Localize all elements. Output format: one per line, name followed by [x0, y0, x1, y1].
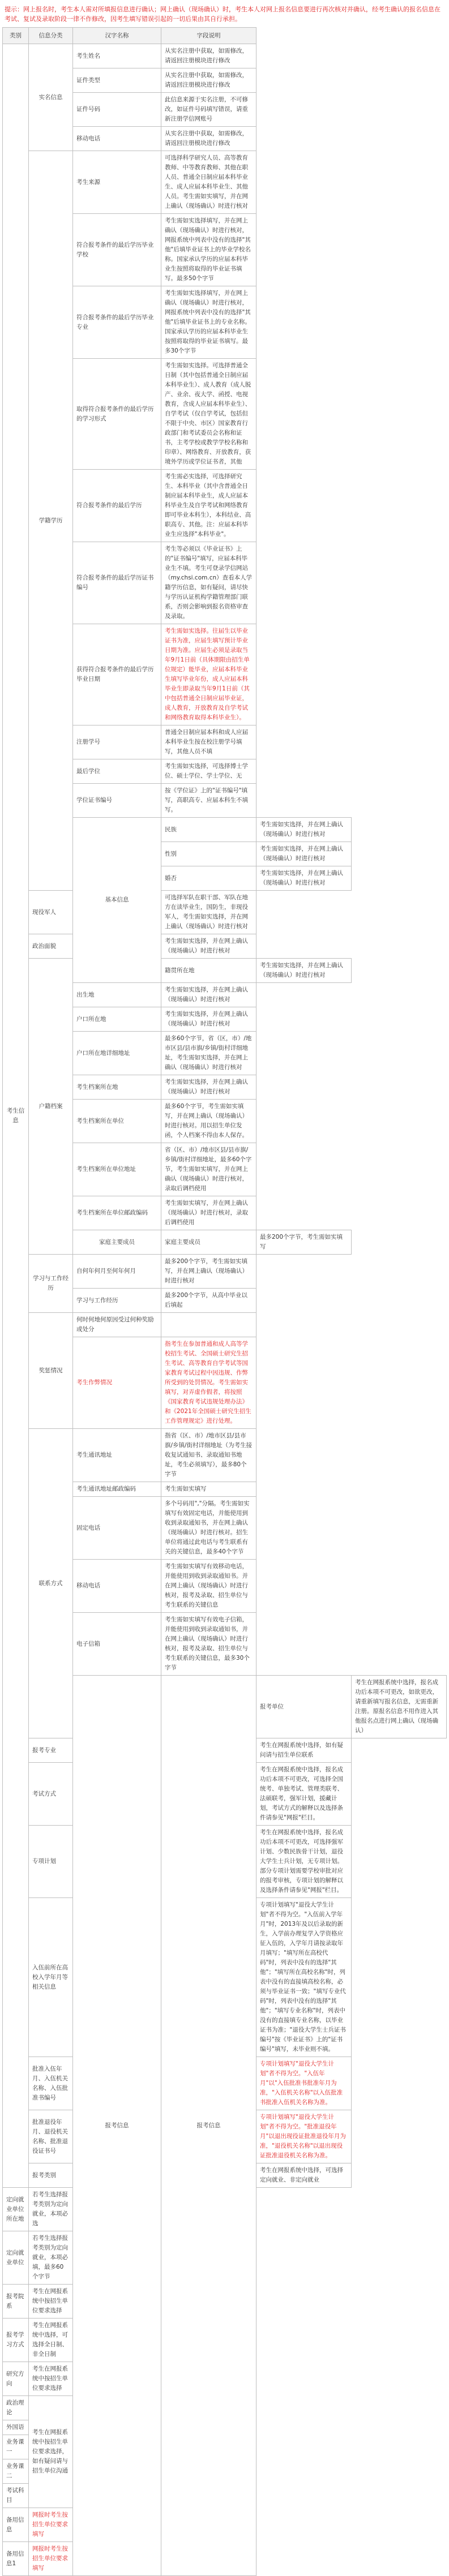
field-description-cell: 从实名注册中获取，如需修改，请返回注册模块进行修改: [161, 127, 256, 151]
field-name-cell: 证件号码: [73, 93, 161, 127]
field-name-cell: 现役军人: [29, 891, 73, 934]
field-name-cell: 入伍前所在高校入学年月等相关信息: [29, 1898, 73, 2057]
field-name-cell: 符合报考条件的最后学历: [73, 470, 161, 542]
field-description-cell: 此信息来源于实名注册，不可修改，如证件号码填写错误，请重新注册学信网账号: [161, 93, 256, 127]
table-row: [3, 44, 447, 68]
column-header-field-name: 汉字名称: [73, 28, 161, 44]
field-description-cell: 网报时考生按招生单位要求填写: [29, 2508, 73, 2542]
column-header-subcategory: 信息分类: [29, 28, 73, 44]
field-description-cell: 考生在网报系统中选择，如有疑问请与招生单位联系: [256, 1738, 352, 1763]
field-name-cell: 考生姓名: [73, 44, 161, 68]
table-row: [3, 959, 447, 983]
field-name-cell: 电子信箱: [73, 1613, 161, 1676]
field-description-cell: 专项计划填写"退役大学生计划"者不得为空。"入伍前入学年月"时，2013年及以后录取的新生，入学前办理复学入学资格应征入伍的，入学年月请按录取年月填写；"填写所在高校代码"时，列表中没有的选择"其他"；"填写所在高校名称"时，列表中没有的直接填高校名称，必须与毕业证书一致；"填写专业代码"时，列表中没有的选择"其他"；"填写专业名称"时，列表中没有的直接填专业名称，以毕业证书为准；"退役大学生士兵证书编号"按《毕业证书》上的"证书编号"填写，未毕业则不填。: [256, 1898, 352, 2057]
field-name-cell: 政治面貌: [29, 934, 73, 959]
field-name-cell: 考试科目: [3, 2484, 29, 2508]
table-row: [3, 934, 447, 959]
field-name-cell: 取得符合报考条件的最后学历的学习形式: [73, 359, 161, 470]
field-description-cell: 可选择科学研究人员、高等教育教师、中等教育教师、其他在职人员、普通全日制应届本科毕业生、成人应届本科毕业生、其他人员。考生需如实填写，并在网上确认（现场确认）时进行核对: [161, 151, 256, 214]
category-cell: 报考信息: [73, 1676, 161, 2576]
field-name-cell: 考生档案所在单位: [73, 1100, 161, 1143]
field-description-cell: 考生需如实选择，可选择博士学位、硕士学位、学士学位、无: [161, 759, 256, 784]
field-name-cell: 定向就业单位所在地: [3, 2188, 29, 2231]
field-description-cell: 按《学位证》上的"证书编号"填写，高职高专、应届本科生不填写。: [161, 784, 256, 818]
field-name-cell: 符合报考条件的最后学历毕业学校: [73, 214, 161, 286]
field-description-cell: 省（区、市）/地市区县/县市旗/乡镇/街村详细地址，最多60个字节，考生需如实填写，并在网上确认（现场确认）时进行核对，录取后调档使用: [161, 1143, 256, 1196]
field-name-cell: 出生地: [73, 983, 161, 1007]
field-description-cell: 考生需如实填写有效电子信箱，并能使用到收到录取通知书，并在网上确认（现场确认）时进行核对，报考及录取、招生单位与考生联系的关键信息，最多30个字节: [161, 1613, 256, 1676]
field-name-cell: 婚否: [161, 866, 256, 891]
table-row: [3, 1313, 447, 1337]
field-description-cell: 普通全日制应届本科和成人应届本科毕业生按在校注册学号填写，其他人员不填: [161, 725, 256, 759]
field-description-cell: 考生在网报系统中选择，可选择定向就业、非定向就业: [256, 2163, 352, 2188]
subcategory-cell: 学习与工作经历: [29, 1255, 73, 1313]
field-description-cell: 考生需如实选择，并在网上确认（现场确认）时进行核对: [256, 866, 352, 891]
field-description-cell: 指省（区、市）/地市区县/县市旗/乡镇/街村详细地址（为考生接收复试通知书、录取通知书地址，考生必须填写），最多80个字节: [161, 1429, 256, 1482]
field-name-cell: 研究方向: [3, 2362, 29, 2396]
category-cell: 考生信息: [3, 44, 29, 2188]
field-name-cell: 报考类别: [29, 2163, 73, 2188]
field-description-cell: 考生等必须以《毕业证书》上的"证书编号"填写，应届本科毕业生不填。考生可登录学信网站（my.chsi.com.cn）查看本人学籍学历信息，如有疑问，请尽快与学历认证机构学籍管理部门联系，否则会影响到报名资格审查及录取。: [161, 542, 256, 624]
field-description-cell: 考生需必实选择，可选择研究生、本科毕业（其中含普通全日制应届本科毕业生，成人应届本科毕业生及自学考试和网络教育即可毕业本科生），本科结业、高职高专、其他。注：应届本科毕业生应选择"本科毕业"。: [161, 470, 256, 542]
notice-text: 提示：网上报名时，考生本人需对所填报信息进行确认；网上确认（现场确认）时，考生本人对网上报名信息要进行再次核对并确认，经考生确认的报名信息在考试、复试及录取阶段一律不作修改，因考生填写错误引起的一切后果由其自行承担。: [5, 6, 441, 23]
field-name-cell: 批准入伍年月、入伍机关名称、入伍批准书编号: [29, 2057, 73, 2110]
subcategory-cell: 联系方式: [29, 1429, 73, 1738]
field-name-cell: 报考单位: [256, 1676, 352, 1738]
field-description-cell: 考生在网报系统中选择，报名成功后本项不可更改，可选择强军计划、少数民族骨干计划，退役大学生士兵计划，无专项计划。部分专项计划需要学校审批对应的报考审核，专项计划的解释以及选择条件请参见"网报"栏目。: [256, 1826, 352, 1898]
table-row: [3, 1255, 447, 1289]
field-name-cell: 考生档案所在地: [73, 1075, 161, 1100]
field-name-cell: 学习与工作经历: [73, 1289, 161, 1313]
field-description-cell: 网报时考生按招生单位要求填写: [29, 2542, 73, 2576]
field-name-cell: 定向就业单位: [3, 2231, 29, 2285]
field-name-cell: 业务课一: [3, 2435, 29, 2459]
field-name-cell: 移动电话: [73, 127, 161, 151]
field-name-cell: 移动电话: [73, 1560, 161, 1613]
field-description-cell: 多个号码用","分隔。考生需如实填写有效固定电话，并能使用到收到录取通知书，并在网上确认（现场确认）时进行核对。招生单位将通过此电话与考生联系有关的关键信息，最多40个字节: [161, 1497, 256, 1560]
field-description-cell: 专项计划填写"退役大学生计划"者不得为空。"入伍年月"以"入伍批准书批准年月为准，"入伍机关名称"以入伍批准书批准入伍机关名称为准。: [256, 2057, 352, 2110]
field-description-cell: 可选择军队在职干部、军队在地方在读毕业生，国防生，非现役军人，考生需如实选择，并在网上确认（现场确认）时进行核对: [161, 891, 256, 934]
field-name-cell: 学位证书编号: [73, 784, 161, 818]
field-name-cell: 获得符合报考条件的最后学历毕业日期: [73, 624, 161, 725]
field-name-cell: 户口所在地详细地址: [73, 1032, 161, 1075]
field-description-cell: 从实名注册中获取，如需修改，请返回注册模块进行修改: [161, 68, 256, 93]
field-description-cell: 最多60个字节，省（区，市）/地市区县/县市旗/乡镇/街村详细地址，考生需如实选择，并在网上确认（现场确认）时进行核对: [161, 1032, 256, 1075]
subcategory-cell: 奖惩情况: [29, 1313, 73, 1429]
field-name-cell: 性别: [161, 842, 256, 866]
field-description-cell: 考生需如实选择，并在网上确认（现场确认）时进行核对: [161, 983, 256, 1007]
field-description-cell: 从实名注册中获取，如需修改，请返回注册模块进行修改: [161, 44, 256, 68]
field-name-cell: 专项计划: [29, 1826, 73, 1898]
field-name-cell: 考生档案所在单位地址: [73, 1143, 161, 1196]
field-description-cell: 考生在网报系统中选择，报名成功后本项不可更改，可选择全国统考、单独考试、管理类联考、法硕联考，强军计划，援藏计划，考试方式的解释以及选择条件请参见"网报"栏目。: [256, 1763, 352, 1826]
field-description-cell: 考生需如实填写有效移动电话，并能使用到收到录取通知书。并在网上确认（现场确认）时进行核对，报考及录取、招生单位与考生联系的关键信息: [161, 1560, 256, 1613]
field-name-cell: 注册学号: [73, 725, 161, 759]
field-name-cell: 业务课二: [3, 2459, 29, 2484]
field-name-cell: 考试方式: [29, 1763, 73, 1826]
field-description-cell: 考生在网报系统中选择，报名成功后本项不可更改，如欲更改，请重新填写报名信息，无需重新注册。原报名信息不用作进入其他报名点进行网上确认（现场确认）: [352, 1676, 447, 1738]
table-body: [3, 44, 447, 2576]
field-name-cell: 批准退役年月、退役机关名称、批准退役证书号: [29, 2110, 73, 2163]
field-description-cell: 指考生在参加普通和成人高等学校招生考试、全国硕士研究生招生考试、高等教育自学考试等国家教育考试过程中因违规、作弊所受到的处罚情况。考生需如实填写，对弄虚作假者，将按照《国家教育考试违规处理办法》和《2021年全国硕士研究生招生工作管理规定》进行处理。: [161, 1337, 256, 1429]
field-description-cell: 考生需如实选择。往届生以毕业证书为准，应届生填写预计毕业日期为准。应届生必须是录取当年9月1日前（具体期限由招生单位规定）能毕业，应届本科毕业生填写毕业年份，成人应届本科毕业生即录取当年9月1日前（其中包括普通全日制应届毕业证，成人教育，开放教育及自学考试和网络教育取得本科毕业生）。: [161, 624, 256, 725]
field-description-cell: 考生在网报系统中按招生单位要求选择，如有疑问请与招生单位沟通: [29, 2396, 73, 2508]
subcategory-cell: 报考信息: [161, 1676, 256, 2576]
field-name-cell: 考生档案所在单位邮政编码: [73, 1196, 161, 1230]
column-header-description: 字段说明: [161, 28, 256, 44]
field-description-cell: 最多60个字节，考生需如实填写，并在网上确认（现场确认）时进行核对。用以招生单位发函，个人档案不得由本人保存。: [161, 1100, 256, 1143]
field-name-cell: 符合报考条件的最后学历证书编号: [73, 542, 161, 624]
table-row: [3, 891, 447, 934]
field-description-cell: 考生在网报系统中按招生单位要求选择: [29, 2285, 73, 2319]
field-name-cell: 考生来源: [73, 151, 161, 214]
field-description-cell: 考生需如实选择填写，并在网上确认（现场确认）时进行核对，网报系统中列表中没有的选择"其他"后填毕业证书上的专业名称。国家承认学历的应届本科毕业生按照将取得的毕业证书填写。最多30个字节: [161, 286, 256, 359]
field-description-cell: 考生需如实填写，并在网上确认（现场确认）时进行核对，录取后调档使用: [161, 1196, 256, 1230]
field-name-cell: 外国语: [3, 2420, 29, 2435]
field-name-cell: 自何年何月至何年何月: [73, 1255, 161, 1289]
field-description-cell: [161, 1313, 256, 1337]
field-description-cell: 若考生选择报考类别为定向就业，本项必选: [29, 2188, 73, 2231]
field-name-cell: 家庭主要成员: [161, 1230, 256, 1255]
field-description-cell: 最多200个字节，从高中毕业以后填起: [161, 1289, 256, 1313]
field-description-cell: 专项计划填写"退役大学生计划"者不得为空。"批准退役年月"以退出现役证批准退役年月为准，"退役机关名称"以退出现役证批准退役机关名称为准。: [256, 2110, 352, 2163]
field-description-cell: 若考生选择报考类别为定向就业，本项必填，最多60个字节: [29, 2231, 73, 2285]
subcategory-cell: 基本信息: [73, 818, 161, 983]
field-description-cell: 考生在网报系统中按招生单位要求选择: [29, 2362, 73, 2396]
column-header-category: 类别: [3, 28, 29, 44]
field-description-cell: 考生需如实填写: [161, 1482, 256, 1497]
subcategory-cell: 学籍学历: [29, 151, 73, 891]
table-header: [3, 28, 447, 44]
field-description-cell: 考生需如实选择填写，并在网上确认（现场确认）时进行核对，网报系统中列表中没有的选择"其他"后填毕业证书上的毕业学校名称。国家承认学历的应届本科毕业生按照将取得的毕业证书填写。最多50个字节: [161, 214, 256, 286]
field-name-cell: 政治理论: [3, 2396, 29, 2420]
field-description-cell: 考生需如实选择。可选择普通全日制（其中包括普通全日制应届本科毕业生）、成人教育（成人脱产、业余、夜大学、函授、电视教育，含成人应届本科毕业生）、自学考试（仅自学考试，包括但不限于中央、市区）国家教育行政部门和考试委员会名称和证书，主考学校或教学学校名称和印章）、网络教育、开放教育，获境外学历或学位证书者，其他: [161, 359, 256, 470]
field-name-cell: 证件类型: [73, 68, 161, 93]
field-description-cell: 最多200个字节，考生需如实填写: [256, 1230, 352, 1255]
field-name-cell: 符合报考条件的最后学历毕业专业: [73, 286, 161, 359]
field-name-cell: 籍贯所在地: [161, 959, 256, 983]
field-name-cell: 备用信息1: [3, 2542, 29, 2576]
field-description-cell: 最多200个字节，考生需如实填写，并在网上确认（现场确认）时进行核对: [161, 1255, 256, 1289]
field-name-cell: 最后学位: [73, 759, 161, 784]
field-name-cell: 报考院系: [3, 2285, 29, 2319]
field-description-cell: 考生需如实选择，并在网上确认（现场确认）时进行核对: [161, 1007, 256, 1032]
field-description-cell: 考生需如实选择，并在网上确认（现场确认）时进行核对: [256, 842, 352, 866]
field-name-cell: 户口所在地: [73, 1007, 161, 1032]
field-description-cell: 考生需如实选择，并在网上确认（现场确认）时进行核对: [256, 818, 352, 842]
subcategory-cell: 家庭主要成员: [73, 1230, 161, 1255]
subcategory-cell: 实名信息: [29, 44, 73, 151]
field-name-cell: 何时何地何原因受过何种奖励或处分: [73, 1313, 161, 1337]
field-name-cell: 固定电话: [73, 1497, 161, 1560]
table-row: [3, 151, 447, 214]
field-name-cell: 报考学习方式: [3, 2319, 29, 2362]
field-description-cell: 考生在网报系统中选择，可选择全日制、非全日制: [29, 2319, 73, 2362]
field-name-cell: 报考专业: [29, 1738, 73, 1763]
field-description-cell: 考生需如实选择，并在网上确认（现场确认）时进行核对: [161, 934, 256, 959]
field-name-cell: 民族: [161, 818, 256, 842]
field-name-cell: 考生通讯地址: [73, 1429, 161, 1482]
info-table: [2, 27, 447, 2576]
subcategory-cell: 户籍档案: [29, 959, 73, 1255]
field-name-cell: 考生作弊情况: [73, 1337, 161, 1429]
table-row: [3, 1429, 447, 1482]
field-name-cell: 备用信息: [3, 2508, 29, 2542]
field-description-cell: 考生需如实选择，并在网上确认（现场确认）时进行核对: [256, 959, 352, 983]
field-name-cell: 考生通讯地址邮政编码: [73, 1482, 161, 1497]
field-description-cell: 考生需如实选择，并在网上确认（现场确认）时进行核对: [161, 1075, 256, 1100]
